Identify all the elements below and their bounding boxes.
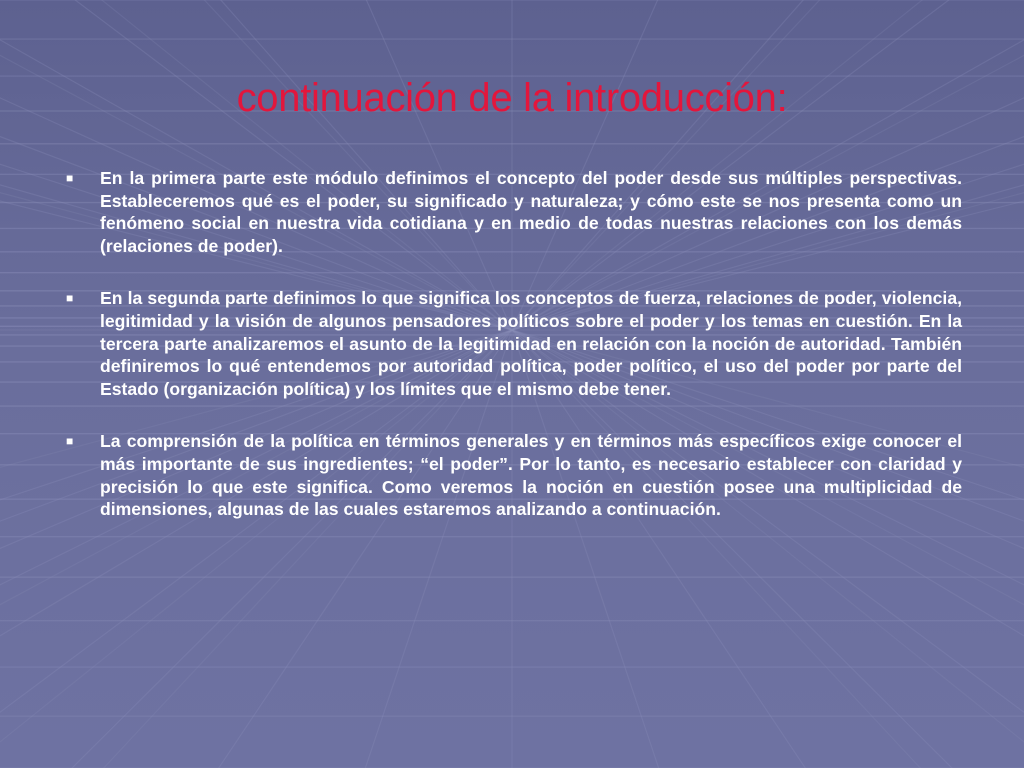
bullet-item <box>66 287 962 400</box>
bullet-text: La comprensión de la política en términos generales y en términos más específicos exige conocer el más importante de sus ingredientes; “el poder”. Por lo tanto, es necesario establecer con claridad y precisión lo que este significa. Como veremos la noción en cuestión posee una multiplicidad de dimensiones, algunas de las cuales estaremos analizando a continuación. <box>100 431 962 520</box>
bullet-text: En la primera parte este módulo definimos el concepto del poder desde sus múltiples perspectivas. Estableceremos qué es el poder, su significado y naturaleza; y cómo este se nos presenta como un fenómeno social en nuestra vida cotidiana y en medio de todas nuestras relaciones con los demás (relaciones de poder). <box>100 168 962 256</box>
bullet-text: En la segunda parte definimos lo que significa los conceptos de fuerza, relaciones de poder, violencia, legitimidad y la visión de algunos pensadores políticos sobre el poder y los temas en cuestión. En la tercera parte analizaremos el asunto de la legitimidad en relación con la noción de autoridad. También definiremos lo qué entendemos por autoridad política, poder político, el uso del poder por parte del Estado (organización política) y los límites que el mismo debe tener. <box>100 288 962 399</box>
bullet-item <box>66 430 962 520</box>
bullet-list <box>66 167 962 551</box>
slide-title: continuación de la introducción: <box>236 76 788 120</box>
bullet-item <box>66 167 962 257</box>
square-bullet-icon: ■ <box>66 171 74 185</box>
square-bullet-icon: ■ <box>66 434 74 449</box>
square-bullet-icon: ■ <box>66 291 74 306</box>
